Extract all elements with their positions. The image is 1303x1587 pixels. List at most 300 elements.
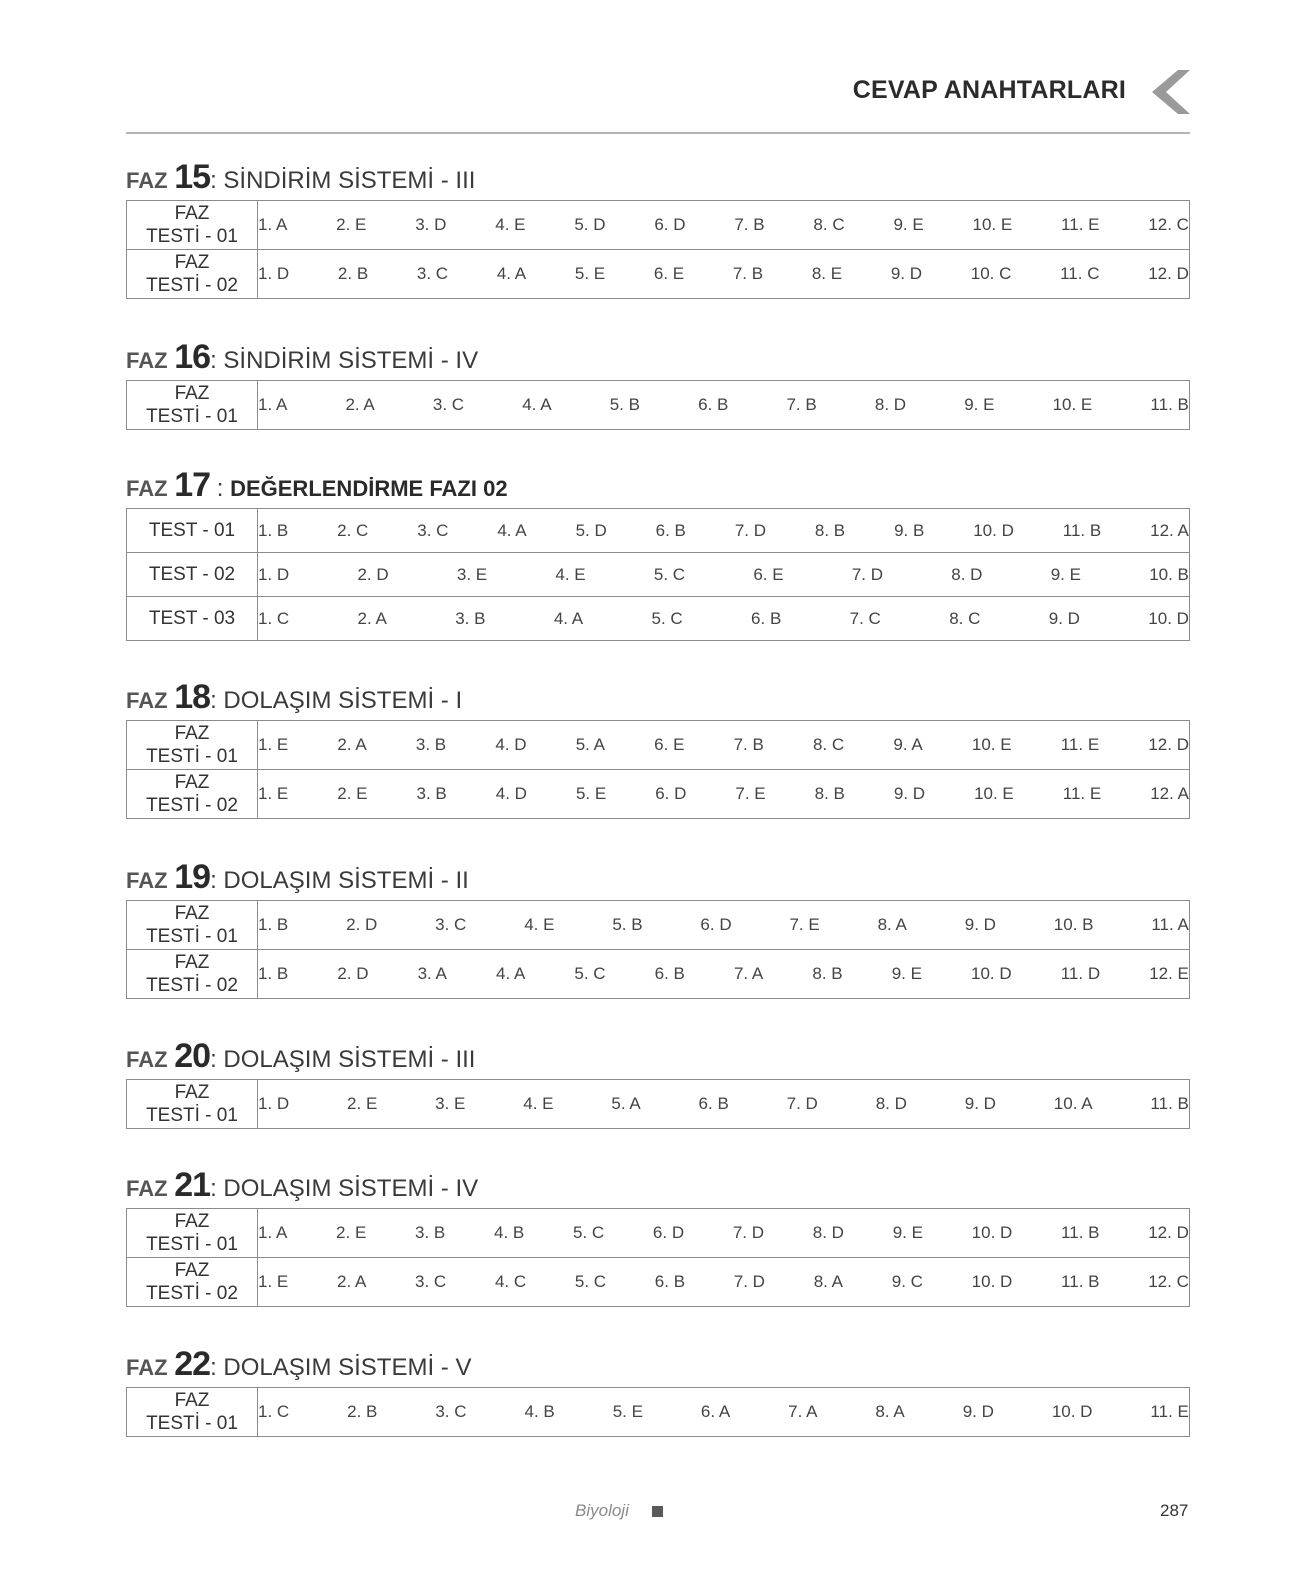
answers-cell — [258, 1080, 1190, 1129]
answer-list — [258, 735, 1189, 755]
answer-item: 4. E — [555, 564, 586, 584]
answer-item: 9. A — [893, 735, 923, 754]
section-name: DEĞERLENDİRME FAZI 02 — [230, 476, 508, 501]
answer-item: 5. E — [574, 264, 606, 283]
test-label-line: TEST - 01 — [148, 520, 236, 541]
answer-item: 7. E — [789, 915, 820, 934]
answer-item: 5. B — [612, 915, 643, 934]
answer-item: 4. A — [496, 264, 527, 283]
answer-item: 5. C — [653, 564, 686, 584]
answer-item: 12. D — [1148, 264, 1189, 283]
answer-list — [258, 215, 1189, 235]
test-label-line: FAZ — [174, 1082, 210, 1103]
answer-item: 8. D — [874, 395, 907, 414]
answer-item: 2. E — [347, 1094, 378, 1113]
table-row — [127, 901, 1190, 950]
section-title — [126, 1347, 1190, 1387]
test-label-line: TESTİ - 01 — [146, 1105, 238, 1126]
answer-section — [126, 340, 1190, 430]
answer-item: 12. E — [1149, 964, 1189, 983]
test-label-line: FAZ — [174, 203, 210, 224]
answer-item: 12. A — [1150, 784, 1189, 803]
answer-item: 8. B — [814, 784, 845, 803]
table-row — [127, 381, 1190, 430]
test-label — [127, 201, 258, 250]
section-separator: : — [210, 867, 224, 894]
answer-item: 1. E — [258, 1272, 289, 1291]
answer-table — [126, 508, 1190, 641]
table-row — [127, 1209, 1190, 1258]
answer-item: 6. E — [654, 735, 685, 754]
answer-section — [126, 1347, 1190, 1437]
answer-item: 5. C — [651, 608, 683, 628]
section-separator: : — [210, 1175, 224, 1202]
answer-item: 2. C — [337, 520, 369, 540]
answer-item: 8. C — [813, 215, 845, 234]
test-label-line: TESTİ - 02 — [146, 975, 238, 996]
answer-item: 11. C — [1060, 264, 1100, 283]
answer-item: 5. A — [611, 1094, 641, 1113]
table-row — [127, 201, 1190, 250]
test-label — [127, 509, 258, 553]
answer-item: 5. C — [574, 1272, 607, 1291]
section-faz-label: FAZ — [126, 476, 168, 501]
answer-item: 7. B — [732, 264, 764, 283]
section-faz-label: FAZ — [126, 1176, 168, 1201]
answer-item: 4. D — [495, 784, 527, 803]
section-separator: : — [210, 167, 224, 194]
section-number: 21 — [174, 1166, 211, 1204]
answer-table — [126, 380, 1190, 430]
test-label-line: TESTİ - 01 — [146, 226, 238, 247]
answer-item: 3. D — [415, 215, 447, 234]
section-number: 18 — [174, 678, 211, 716]
section-title — [126, 1168, 1190, 1208]
answer-list — [258, 784, 1189, 804]
answer-item: 6. D — [654, 215, 686, 234]
answer-item: 1. B — [258, 520, 289, 540]
table-row — [127, 770, 1190, 819]
test-label — [127, 250, 258, 299]
answer-item: 1. D — [258, 564, 290, 584]
answer-item: 10. A — [1053, 1094, 1093, 1113]
answer-section — [126, 1168, 1190, 1307]
table-row — [127, 597, 1190, 641]
answer-item: 11. E — [1150, 1402, 1189, 1421]
answer-item: 9. D — [893, 784, 926, 803]
answer-item: 1. C — [258, 608, 290, 628]
test-label-line: FAZ — [174, 1211, 210, 1232]
section-separator: : — [210, 347, 224, 374]
answer-item: 2. D — [346, 915, 378, 934]
answer-list — [258, 1223, 1189, 1243]
answer-item: 11. D — [1060, 964, 1101, 983]
answer-item: 3. C — [435, 915, 467, 934]
answer-item: 5. A — [575, 735, 605, 754]
answer-item: 9. D — [1048, 608, 1080, 628]
answer-item: 3. C — [432, 395, 465, 414]
answer-item: 4. B — [524, 1402, 555, 1421]
answer-list — [258, 521, 1189, 541]
table-row — [127, 950, 1190, 999]
answer-item: 8. A — [813, 1272, 844, 1291]
answer-item: 9. D — [964, 915, 996, 934]
answer-item: 7. B — [786, 395, 817, 414]
answer-item: 2. E — [336, 215, 367, 234]
answer-item: 3. C — [435, 1402, 467, 1421]
answer-item: 8. B — [812, 964, 843, 983]
answer-item: 7. D — [851, 564, 883, 584]
test-label-line: FAZ — [174, 1390, 210, 1411]
answer-item: 6. B — [654, 964, 685, 983]
answer-item: 5. B — [609, 395, 640, 414]
answer-item: 11. A — [1151, 915, 1189, 934]
answer-item: 10. B — [1053, 915, 1094, 934]
answer-list — [258, 1402, 1189, 1422]
answers-cell — [258, 770, 1190, 819]
page-header — [126, 60, 1190, 134]
answer-item: 6. B — [654, 1272, 686, 1291]
answer-item: 10. B — [1149, 564, 1189, 584]
answer-item: 8. B — [814, 520, 846, 540]
answer-item: 4. A — [522, 395, 552, 414]
section-faz-label: FAZ — [126, 1047, 168, 1072]
answer-item: 1. B — [258, 915, 289, 934]
answer-section — [126, 680, 1190, 819]
section-separator: : — [210, 1354, 224, 1381]
answer-item: 7. D — [732, 1223, 765, 1242]
answer-item: 7. E — [735, 784, 766, 803]
test-label-line: FAZ — [174, 383, 210, 404]
test-label-line: TESTİ - 02 — [146, 275, 238, 296]
answer-item: 11. B — [1061, 1272, 1100, 1291]
answer-item: 5. E — [575, 784, 607, 803]
answer-item: 6. B — [751, 608, 782, 628]
test-label-line: TESTİ - 01 — [146, 926, 238, 947]
test-label — [127, 770, 258, 819]
answer-item: 3. B — [415, 1223, 446, 1242]
answer-item: 12. D — [1148, 735, 1189, 754]
page-number: 287 — [1160, 1501, 1189, 1520]
answers-cell — [258, 381, 1190, 430]
answer-item: 11. E — [1060, 735, 1100, 754]
section-name: SİNDİRİM SİSTEMİ - IV — [223, 347, 479, 374]
section-number: 16 — [174, 338, 211, 376]
section-title — [126, 160, 1190, 200]
answer-item: 8. D — [951, 564, 983, 584]
table-row — [127, 721, 1190, 770]
answer-item: 7. A — [733, 964, 764, 983]
answer-item: 7. C — [849, 608, 881, 628]
section-number: 15 — [174, 158, 211, 196]
answer-item: 9. E — [964, 395, 995, 414]
section-separator: : — [210, 687, 224, 714]
answer-item: 1. E — [258, 735, 289, 754]
answer-item: 2. D — [357, 564, 389, 584]
section-number: 22 — [174, 1345, 211, 1383]
answer-item: 4. E — [524, 915, 555, 934]
test-label-line: TESTİ - 02 — [146, 795, 238, 816]
answer-item: 12. C — [1148, 1272, 1189, 1291]
test-label — [127, 1209, 258, 1258]
section-faz-label: FAZ — [126, 348, 168, 373]
test-label-line: TESTİ - 01 — [146, 1234, 238, 1255]
answer-list — [258, 565, 1189, 585]
answer-item: 9. D — [962, 1402, 994, 1421]
answer-item: 6. E — [653, 264, 685, 283]
answer-table — [126, 1208, 1190, 1307]
chevron-left-icon — [1148, 70, 1190, 114]
section-number: 19 — [174, 858, 211, 896]
answer-item: 3. A — [417, 964, 447, 983]
answer-item: 2. E — [336, 1223, 367, 1242]
section-separator: : — [210, 475, 231, 502]
answer-list — [258, 964, 1189, 984]
footer-square-icon — [652, 1506, 663, 1517]
test-label — [127, 950, 258, 999]
answer-item: 1. A — [258, 395, 288, 414]
table-row — [127, 1388, 1190, 1437]
answer-item: 7. D — [786, 1094, 818, 1113]
answer-item: 2. A — [337, 735, 367, 754]
answer-item: 4. C — [494, 1272, 527, 1291]
answer-list — [258, 395, 1189, 415]
answer-item: 9. C — [891, 1272, 923, 1291]
test-label — [127, 1258, 258, 1307]
answer-item: 5. C — [574, 964, 606, 983]
answer-list — [258, 1272, 1189, 1292]
footer-subject: Biyoloji — [575, 1501, 629, 1520]
section-title — [126, 860, 1190, 900]
answers-cell — [258, 721, 1190, 770]
section-separator: : — [210, 1046, 224, 1073]
answer-item: 3. C — [417, 520, 449, 540]
answer-item: 9. D — [890, 264, 922, 283]
test-label — [127, 1388, 258, 1437]
section-title — [126, 680, 1190, 720]
answer-item: 5. C — [573, 1223, 605, 1242]
answer-item: 10. D — [1148, 608, 1189, 628]
answer-section — [126, 468, 1190, 641]
section-title — [126, 1039, 1190, 1079]
answer-item: 1. C — [258, 1402, 290, 1421]
answer-item: 3. B — [415, 735, 447, 754]
test-label — [127, 901, 258, 950]
answer-item: 4. A — [497, 520, 527, 540]
answers-cell — [258, 553, 1190, 597]
answer-item: 11. E — [1061, 215, 1100, 234]
answer-item: 10. E — [974, 784, 1014, 803]
answer-item: 1. D — [258, 264, 290, 283]
section-faz-label: FAZ — [126, 688, 168, 713]
answer-item: 10. D — [971, 1272, 1013, 1291]
section-name: DOLAŞIM SİSTEMİ - I — [223, 687, 463, 714]
answer-item: 8. C — [813, 735, 845, 754]
answer-item: 10. D — [1051, 1402, 1093, 1421]
section-number: 20 — [174, 1037, 211, 1075]
answer-table — [126, 1079, 1190, 1129]
test-label-line: FAZ — [174, 952, 210, 973]
answer-item: 1. E — [258, 784, 289, 803]
answer-item: 11. B — [1061, 1223, 1100, 1242]
table-row — [127, 1258, 1190, 1307]
test-label-line: TESTİ - 02 — [146, 1283, 238, 1304]
test-label-line: FAZ — [174, 903, 210, 924]
test-label — [127, 381, 258, 430]
answers-cell — [258, 1258, 1190, 1307]
answers-cell — [258, 901, 1190, 950]
answer-item: 8. D — [812, 1223, 844, 1242]
answer-list — [258, 264, 1189, 284]
answer-list — [258, 915, 1189, 935]
answer-item: 10. D — [971, 1223, 1013, 1242]
section-name: DOLAŞIM SİSTEMİ - IV — [223, 1175, 479, 1202]
answer-item: 4. A — [495, 964, 526, 983]
answer-section — [126, 860, 1190, 999]
table-row — [127, 509, 1190, 553]
table-row — [127, 1080, 1190, 1129]
answer-section — [126, 160, 1190, 299]
answer-table — [126, 200, 1190, 299]
answer-item: 3. B — [455, 608, 486, 628]
answer-item: 2. E — [337, 784, 368, 803]
test-label-line: FAZ — [174, 772, 210, 793]
section-title — [126, 340, 1190, 380]
answer-item: 12. A — [1150, 520, 1189, 540]
test-label — [127, 553, 258, 597]
answer-item: 11. B — [1150, 1094, 1189, 1113]
header-title: CEVAP ANAHTARLARI — [852, 76, 1126, 104]
answer-item: 4. E — [523, 1094, 554, 1113]
answer-item: 4. B — [494, 1223, 525, 1242]
answer-item: 6. B — [698, 395, 729, 414]
section-number: 17 — [174, 466, 211, 504]
answer-item: 7. D — [733, 1272, 765, 1291]
answer-item: 12. C — [1148, 215, 1189, 234]
test-label-line: TESTİ - 01 — [146, 746, 238, 767]
answer-item: 9. E — [1050, 564, 1081, 584]
answer-item: 9. B — [894, 520, 925, 540]
answer-item: 2. B — [337, 264, 369, 283]
answer-item: 2. B — [347, 1402, 378, 1421]
section-faz-label: FAZ — [126, 868, 168, 893]
test-label — [127, 1080, 258, 1129]
answer-item: 6. A — [700, 1402, 731, 1421]
answer-item: 2. A — [345, 395, 375, 414]
answer-item: 6. D — [700, 915, 732, 934]
answer-item: 7. A — [788, 1402, 818, 1421]
answer-item: 1. D — [258, 1094, 290, 1113]
section-name: DOLAŞIM SİSTEMİ - III — [223, 1046, 476, 1073]
answer-item: 8. E — [811, 264, 843, 283]
answers-cell — [258, 1388, 1190, 1437]
answer-item: 6. D — [652, 1223, 685, 1242]
answer-item: 3. B — [416, 784, 447, 803]
answer-item: 9. D — [964, 1094, 996, 1113]
test-label-line: TESTİ - 01 — [146, 1413, 238, 1434]
answers-cell — [258, 1209, 1190, 1258]
answer-item: 6. D — [655, 784, 687, 803]
answers-cell — [258, 950, 1190, 999]
answer-item: 2. A — [336, 1272, 367, 1291]
answer-item: 10. D — [973, 520, 1014, 540]
section-name: DOLAŞIM SİSTEMİ - V — [223, 1354, 472, 1381]
section-name: SİNDİRİM SİSTEMİ - III — [223, 167, 476, 194]
answer-item: 2. A — [357, 608, 387, 628]
answer-item: 7. D — [734, 520, 766, 540]
answer-list — [258, 609, 1189, 629]
answers-cell — [258, 201, 1190, 250]
answers-cell — [258, 250, 1190, 299]
answer-item: 10. E — [1052, 395, 1093, 414]
answer-item: 10. C — [970, 264, 1012, 283]
answer-item: 8. A — [875, 1402, 905, 1421]
test-label-line: TEST - 02 — [148, 564, 236, 585]
answer-table — [126, 1387, 1190, 1437]
answer-item: 4. E — [495, 215, 526, 234]
answer-item: 6. E — [753, 564, 784, 584]
answer-item: 8. C — [949, 608, 981, 628]
test-label-line: TESTİ - 01 — [146, 406, 238, 427]
answer-item: 7. B — [734, 215, 765, 234]
answer-item: 1. A — [258, 215, 288, 234]
answer-list — [258, 1094, 1189, 1114]
answer-item: 3. E — [456, 564, 488, 584]
answer-item: 9. E — [891, 964, 922, 983]
test-label — [127, 597, 258, 641]
section-title — [126, 468, 1190, 508]
answers-cell — [258, 597, 1190, 641]
answer-item: 6. B — [698, 1094, 729, 1113]
answer-item: 4. A — [553, 608, 584, 628]
section-faz-label: FAZ — [126, 168, 168, 193]
answer-item: 11. B — [1062, 520, 1102, 540]
answer-item: 1. B — [258, 964, 289, 983]
answer-item: 5. E — [612, 1402, 643, 1421]
answers-cell — [258, 509, 1190, 553]
answer-table — [126, 900, 1190, 999]
test-label-line: FAZ — [174, 723, 210, 744]
answer-item: 1. A — [258, 1223, 288, 1242]
answer-item: 12. D — [1148, 1223, 1189, 1242]
answer-item: 7. B — [733, 735, 764, 754]
answer-item: 8. A — [877, 915, 907, 934]
answer-section — [126, 1039, 1190, 1129]
answer-item: 11. B — [1150, 395, 1189, 414]
table-row — [127, 553, 1190, 597]
section-faz-label: FAZ — [126, 1355, 168, 1380]
test-label-line: FAZ — [174, 252, 210, 273]
answer-item: 8. D — [875, 1094, 907, 1113]
answer-item: 10. D — [971, 964, 1012, 983]
table-row — [127, 250, 1190, 299]
test-label-line: TEST - 03 — [148, 608, 236, 629]
answer-item: 5. D — [575, 520, 607, 540]
test-label — [127, 721, 258, 770]
answer-item: 10. E — [971, 735, 1012, 754]
answer-item: 5. D — [574, 215, 606, 234]
answer-item: 10. E — [972, 215, 1013, 234]
answer-table — [126, 720, 1190, 819]
test-label-line: FAZ — [174, 1260, 210, 1281]
answer-item: 3. C — [415, 1272, 447, 1291]
answer-item: 9. E — [892, 1223, 923, 1242]
answer-item: 6. B — [655, 520, 686, 540]
answer-item: 11. E — [1062, 784, 1102, 803]
answer-item: 9. E — [893, 215, 924, 234]
section-name: DOLAŞIM SİSTEMİ - II — [223, 867, 469, 894]
answer-item: 3. C — [416, 264, 449, 283]
